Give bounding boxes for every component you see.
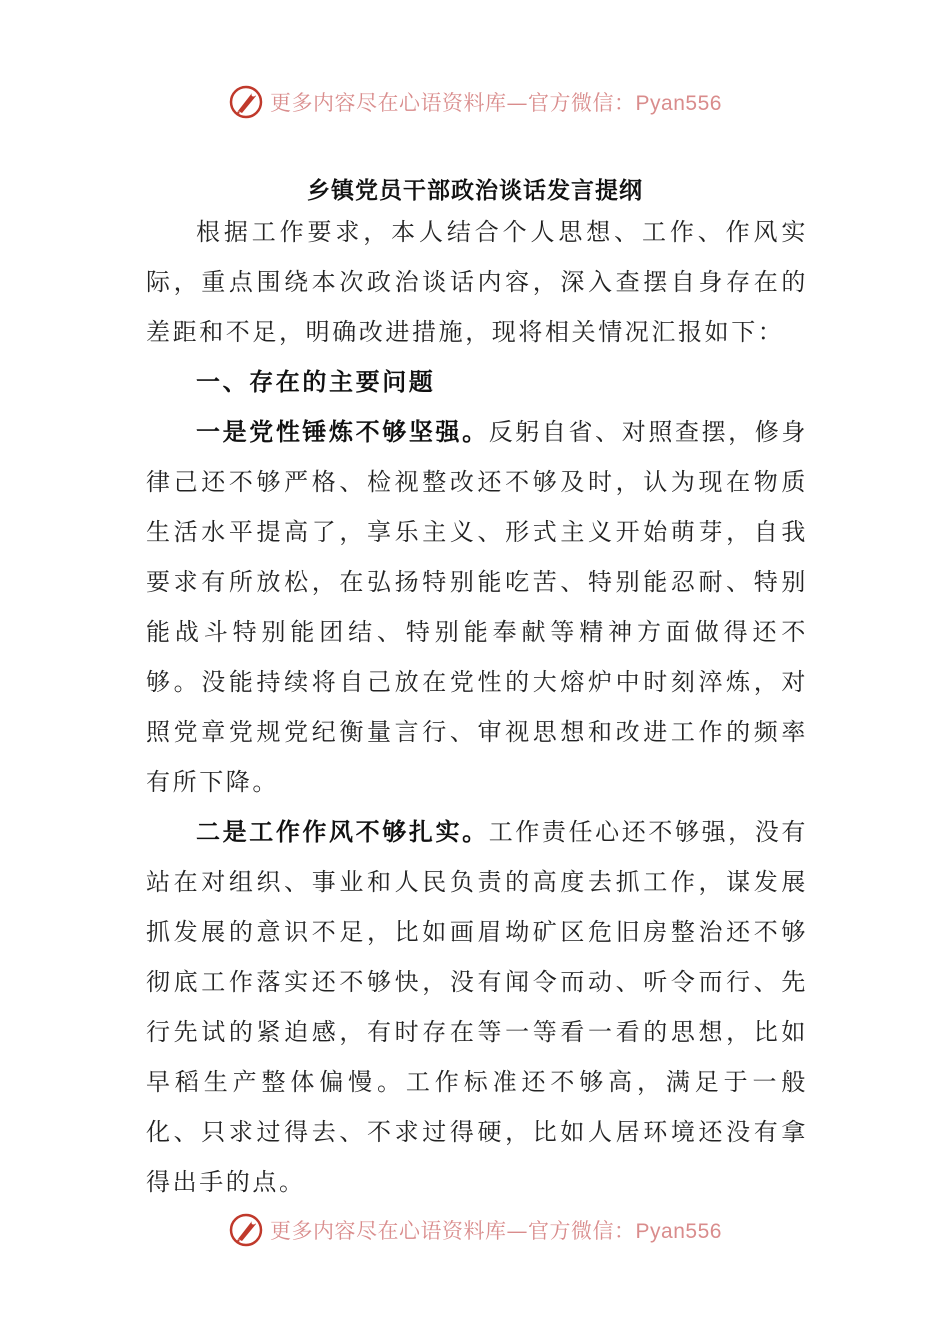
pen-logo-icon <box>228 84 264 120</box>
item-lead: 二是工作作风不够扎实。 <box>196 817 489 846</box>
watermark-footer <box>0 1210 950 1250</box>
item-body: 工作责任心还不够强，没有站在对组织、事业和人民负责的高度去抓工作，谋发展抓发展的意识不足，比如画眉坳矿区危旧房整治还不够彻底工作落实还不够快，没有闻令而动、听令而行、先行先试的紧迫感，有时存在等一等看一看的思想，比如早稻生产整体偏慢。工作标准还不够高，满足于一般化、只求过得去、不求过得硬，比如人居环境还没有拿得出手的点。 <box>146 818 808 1196</box>
item-paragraph <box>146 807 808 1207</box>
watermark-text: 更多内容尽在心语资料库—官方微信：Pyan556 <box>270 91 722 115</box>
watermark-header <box>0 82 950 122</box>
pen-logo-icon <box>228 1212 264 1248</box>
document-title: 乡镇党员干部政治谈话发言提纲 <box>307 177 643 204</box>
watermark-text: 更多内容尽在心语资料库—官方微信：Pyan556 <box>270 1219 722 1243</box>
intro-paragraph: 根据工作要求，本人结合个人思想、工作、作风实际，重点围绕本次政治谈话内容，深入查摆自身存在的差距和不足，明确改进措施，现将相关情况汇报如下： <box>146 218 808 346</box>
item-lead: 一是党性锤炼不够坚强。 <box>196 417 489 446</box>
item-paragraph <box>146 407 808 807</box>
document-body <box>146 207 808 1207</box>
section-heading: 一、存在的主要问题 <box>196 367 436 396</box>
item-body: 反躬自省、对照查摆，修身律己还不够严格、检视整改还不够及时，认为现在物质生活水平提高了，享乐主义、形式主义开始萌芽，自我要求有所放松，在弘扬特别能吃苦、特别能忍耐、特别能战斗特别能团结、特别能奉献等精神方面做得还不够。没能持续将自己放在党性的大熔炉中时刻淬炼，对照党章党规党纪衡量言行、审视思想和改进工作的频率有所下降。 <box>146 418 808 796</box>
